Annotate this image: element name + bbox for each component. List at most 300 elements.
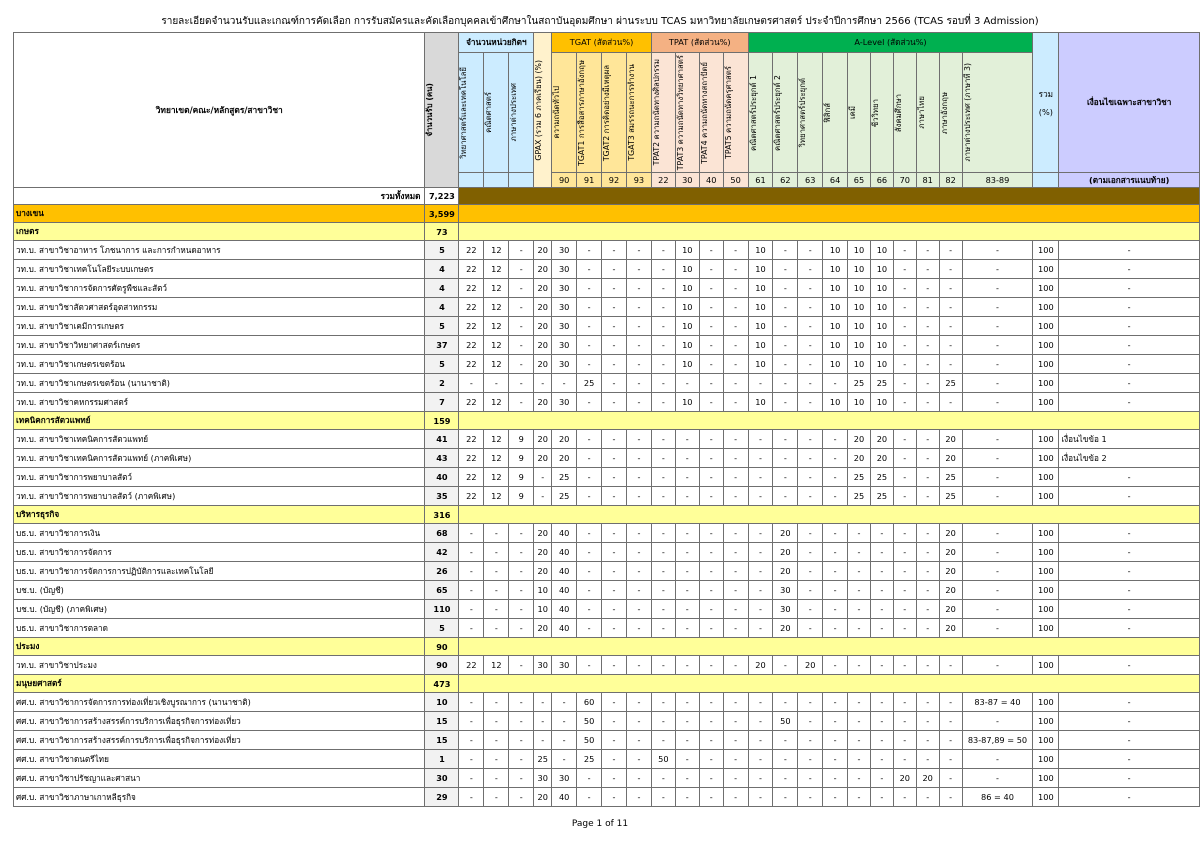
criteria-cell: - — [773, 336, 798, 355]
table-row — [14, 260, 1200, 279]
criteria-cell: 60 — [577, 693, 602, 712]
criteria-cell: - — [798, 524, 823, 543]
criteria-cell: - — [916, 656, 939, 675]
code-cell: 81 — [916, 173, 939, 188]
tpat2-header: TPAT2 ความถนัดทางศิลปกรรม — [651, 53, 675, 173]
criteria-cell: 20 — [939, 449, 962, 468]
seat-count: 26 — [425, 562, 459, 581]
campus-name: บางเขน — [14, 205, 425, 223]
seats-column-header: จำนวนรับ (คน) — [425, 33, 459, 188]
table-row — [14, 374, 1200, 393]
criteria-cell: - — [748, 524, 773, 543]
criteria-cell: - — [699, 355, 723, 374]
criteria-cell: - — [602, 656, 627, 675]
condition-cell: - — [1059, 750, 1200, 769]
table-row — [14, 336, 1200, 355]
criteria-cell: - — [651, 656, 675, 675]
criteria-cell: 50 — [773, 712, 798, 731]
criteria-cell: - — [699, 581, 723, 600]
code-cell: 50 — [723, 173, 748, 188]
criteria-cell: 20 — [848, 449, 871, 468]
criteria-cell: - — [577, 260, 602, 279]
condition-cell: - — [1059, 487, 1200, 506]
criteria-cell: - — [699, 298, 723, 317]
criteria-cell: - — [651, 317, 675, 336]
criteria-cell: - — [626, 581, 651, 600]
table-row — [14, 543, 1200, 562]
criteria-cell: 20 — [916, 769, 939, 788]
criteria-cell: 30 — [552, 336, 577, 355]
criteria-cell: 40 — [552, 562, 577, 581]
criteria-cell: - — [916, 468, 939, 487]
criteria-cell: - — [870, 788, 893, 807]
criteria-cell: 12 — [484, 260, 509, 279]
criteria-cell: 100 — [1033, 468, 1059, 487]
criteria-cell: 10 — [675, 336, 699, 355]
admission-criteria-table — [13, 32, 1200, 807]
criteria-cell: - — [651, 731, 675, 750]
criteria-cell: - — [962, 260, 1033, 279]
criteria-cell: - — [602, 712, 627, 731]
criteria-cell: - — [916, 279, 939, 298]
criteria-cell: - — [893, 656, 916, 675]
alevel-math2-header: คณิตศาสตร์ประยุกต์ 2 — [773, 53, 798, 173]
criteria-cell: - — [651, 619, 675, 638]
criteria-cell: - — [893, 750, 916, 769]
criteria-cell: - — [459, 769, 484, 788]
criteria-cell: - — [823, 543, 848, 562]
criteria-cell: 10 — [748, 393, 773, 412]
criteria-cell: - — [651, 543, 675, 562]
condition-cell: - — [1059, 712, 1200, 731]
criteria-cell: 10 — [823, 355, 848, 374]
criteria-cell: 20 — [534, 449, 552, 468]
criteria-cell: - — [484, 581, 509, 600]
criteria-cell: - — [893, 393, 916, 412]
criteria-cell: - — [870, 656, 893, 675]
criteria-cell: - — [823, 487, 848, 506]
alevel-thai-header: ภาษาไทย — [916, 53, 939, 173]
criteria-cell: - — [577, 619, 602, 638]
criteria-cell: 25 — [577, 750, 602, 769]
criteria-cell: - — [823, 788, 848, 807]
criteria-cell: - — [723, 656, 748, 675]
criteria-cell: - — [823, 581, 848, 600]
criteria-cell: 100 — [1033, 788, 1059, 807]
criteria-cell: - — [916, 750, 939, 769]
criteria-cell: - — [939, 241, 962, 260]
criteria-cell: - — [916, 712, 939, 731]
criteria-cell: 22 — [459, 260, 484, 279]
criteria-cell: 20 — [534, 336, 552, 355]
criteria-cell: - — [509, 355, 534, 374]
criteria-cell: 83-87 = 40 — [962, 693, 1033, 712]
criteria-cell: 20 — [534, 241, 552, 260]
tgat3-header: TGAT3 สมรรถนะการทำงาน — [626, 53, 651, 173]
criteria-cell: - — [699, 449, 723, 468]
table-row — [14, 393, 1200, 412]
criteria-cell: 9 — [509, 449, 534, 468]
criteria-cell: 20 — [534, 619, 552, 638]
criteria-cell: - — [626, 562, 651, 581]
criteria-cell: - — [870, 581, 893, 600]
criteria-cell: 20 — [534, 260, 552, 279]
criteria-cell: - — [848, 712, 871, 731]
criteria-cell: 25 — [939, 468, 962, 487]
criteria-cell: - — [870, 769, 893, 788]
criteria-cell: 100 — [1033, 656, 1059, 675]
criteria-cell: - — [723, 374, 748, 393]
criteria-cell: - — [509, 374, 534, 393]
criteria-cell: 100 — [1033, 487, 1059, 506]
criteria-cell: 20 — [534, 279, 552, 298]
criteria-cell: - — [651, 279, 675, 298]
criteria-cell: - — [651, 712, 675, 731]
seat-count: 42 — [425, 543, 459, 562]
criteria-cell: 10 — [870, 317, 893, 336]
campus-seats: 3,599 — [425, 205, 459, 223]
criteria-cell: - — [509, 298, 534, 317]
criteria-cell: - — [509, 600, 534, 619]
criteria-cell: - — [675, 600, 699, 619]
table-row — [14, 241, 1200, 260]
criteria-cell: - — [626, 712, 651, 731]
criteria-cell: - — [823, 562, 848, 581]
criteria-cell: - — [823, 750, 848, 769]
criteria-cell: - — [962, 524, 1033, 543]
criteria-cell: - — [939, 317, 962, 336]
condition-cell: - — [1059, 260, 1200, 279]
criteria-cell: - — [651, 336, 675, 355]
criteria-cell: - — [823, 468, 848, 487]
tgat-group-header: TGAT (สัดส่วน%) — [552, 33, 652, 53]
criteria-cell: - — [602, 279, 627, 298]
seat-count: 15 — [425, 731, 459, 750]
code-cell: 64 — [823, 173, 848, 188]
criteria-cell: - — [893, 355, 916, 374]
faculty-name: เกษตร — [14, 223, 425, 241]
alevel-group-header: A-Level (สัดส่วน%) — [748, 33, 1033, 53]
criteria-cell: 20 — [534, 393, 552, 412]
program-column-header: วิทยาเขต/คณะ/หลักสูตร/สาขาวิชา — [14, 33, 425, 188]
criteria-cell: - — [939, 393, 962, 412]
criteria-cell: - — [916, 487, 939, 506]
criteria-cell: 25 — [848, 487, 871, 506]
criteria-cell: - — [675, 750, 699, 769]
criteria-cell: 10 — [823, 393, 848, 412]
condition-cell: - — [1059, 581, 1200, 600]
criteria-cell: - — [509, 656, 534, 675]
criteria-cell: - — [962, 449, 1033, 468]
criteria-cell: - — [773, 693, 798, 712]
criteria-cell: - — [577, 430, 602, 449]
program-name: ศศ.บ. สาขาวิชาการจัดการการท่องเที่ยวเชิงบูรณาการ (นานาชาติ) — [14, 693, 425, 712]
criteria-cell: 12 — [484, 355, 509, 374]
seat-count: 90 — [425, 656, 459, 675]
criteria-cell: - — [723, 731, 748, 750]
alevel-chem-header: เคมี — [848, 53, 871, 173]
criteria-cell: - — [748, 769, 773, 788]
criteria-cell: 12 — [484, 298, 509, 317]
criteria-cell: - — [675, 487, 699, 506]
criteria-cell: - — [699, 600, 723, 619]
criteria-cell: - — [651, 600, 675, 619]
criteria-cell: - — [723, 562, 748, 581]
criteria-cell: 12 — [484, 393, 509, 412]
program-name: ศศ.บ. สาขาวิชาการสร้างสรรค์การบริการเพื่อธุรกิจการท่องเที่ยว — [14, 712, 425, 731]
criteria-cell: - — [723, 788, 748, 807]
criteria-cell: - — [848, 581, 871, 600]
criteria-cell: 10 — [534, 600, 552, 619]
criteria-cell: - — [602, 543, 627, 562]
criteria-cell: - — [577, 562, 602, 581]
criteria-cell: - — [893, 317, 916, 336]
page-footer: Page 1 of 11 — [571, 819, 629, 829]
criteria-cell: - — [626, 524, 651, 543]
sum-unit: (%) — [1038, 107, 1053, 118]
criteria-cell: - — [773, 279, 798, 298]
criteria-cell: - — [459, 619, 484, 638]
alevel-appsci-header: วิทยาศาสตร์ประยุกต์ — [798, 53, 823, 173]
faculty-fill — [459, 506, 1200, 524]
criteria-cell: 10 — [848, 241, 871, 260]
criteria-cell: - — [798, 693, 823, 712]
criteria-cell: - — [723, 693, 748, 712]
criteria-cell: - — [602, 619, 627, 638]
program-name: วท.บ. สาขาวิชาเคมีการเกษตร — [14, 317, 425, 336]
criteria-cell: - — [823, 524, 848, 543]
faculty-seats: 316 — [425, 506, 459, 524]
criteria-cell: 100 — [1033, 336, 1059, 355]
criteria-cell: - — [962, 317, 1033, 336]
criteria-cell: - — [939, 693, 962, 712]
criteria-cell: 30 — [773, 581, 798, 600]
criteria-cell: - — [577, 336, 602, 355]
criteria-cell: - — [675, 430, 699, 449]
seat-count: 110 — [425, 600, 459, 619]
criteria-cell: - — [723, 336, 748, 355]
program-name: วท.บ. สาขาวิชาเกษตรเขตร้อน (นานาชาติ) — [14, 374, 425, 393]
criteria-cell: - — [626, 600, 651, 619]
criteria-cell: - — [699, 374, 723, 393]
criteria-cell: - — [626, 279, 651, 298]
faculty-name: เทคนิคการสัตวแพทย์ — [14, 412, 425, 430]
condition-cell: - — [1059, 393, 1200, 412]
criteria-cell: 30 — [552, 298, 577, 317]
criteria-cell: 40 — [552, 524, 577, 543]
criteria-cell: 86 = 40 — [962, 788, 1033, 807]
code-cell: 22 — [651, 173, 675, 188]
table-row — [14, 693, 1200, 712]
criteria-cell: - — [916, 562, 939, 581]
seat-count: 4 — [425, 279, 459, 298]
criteria-cell: - — [602, 430, 627, 449]
criteria-cell: - — [962, 769, 1033, 788]
criteria-cell: - — [651, 355, 675, 374]
condition-cell: - — [1059, 374, 1200, 393]
criteria-cell: - — [699, 543, 723, 562]
condition-cell: - — [1059, 731, 1200, 750]
criteria-cell: - — [962, 487, 1033, 506]
criteria-cell: - — [916, 600, 939, 619]
criteria-cell: - — [602, 581, 627, 600]
criteria-cell: - — [675, 731, 699, 750]
unit-group-header: จำนวนหน่วยกิตฯ — [459, 33, 534, 53]
seat-count: 2 — [425, 374, 459, 393]
criteria-cell: - — [823, 600, 848, 619]
criteria-cell: - — [699, 656, 723, 675]
table-row — [14, 619, 1200, 638]
criteria-cell: 10 — [870, 393, 893, 412]
criteria-cell: 10 — [870, 260, 893, 279]
criteria-cell: 10 — [870, 279, 893, 298]
criteria-cell: - — [626, 241, 651, 260]
criteria-cell: - — [723, 317, 748, 336]
criteria-cell: 22 — [459, 317, 484, 336]
program-name: วท.บ. สาขาวิชาคหกรรมศาสตร์ — [14, 393, 425, 412]
criteria-cell: - — [870, 693, 893, 712]
criteria-cell: 25 — [939, 487, 962, 506]
program-name: บธ.บ. สาขาวิชาการจัดการ — [14, 543, 425, 562]
criteria-cell: - — [626, 468, 651, 487]
criteria-cell: - — [577, 449, 602, 468]
criteria-cell: 100 — [1033, 298, 1059, 317]
criteria-cell: - — [509, 693, 534, 712]
seat-count: 4 — [425, 298, 459, 317]
criteria-cell: - — [723, 393, 748, 412]
criteria-cell: - — [773, 731, 798, 750]
criteria-cell: - — [773, 374, 798, 393]
criteria-cell: 20 — [939, 581, 962, 600]
criteria-cell: - — [748, 449, 773, 468]
criteria-cell: - — [484, 543, 509, 562]
criteria-cell: - — [893, 279, 916, 298]
criteria-cell: 20 — [939, 524, 962, 543]
condition-cell: เงื่อนไขข้อ 1 — [1059, 430, 1200, 449]
criteria-cell: - — [509, 562, 534, 581]
criteria-cell: - — [893, 468, 916, 487]
faculty-name: บริหารธุรกิจ — [14, 506, 425, 524]
criteria-cell: - — [577, 487, 602, 506]
faculty-fill — [459, 638, 1200, 656]
criteria-cell: - — [723, 430, 748, 449]
criteria-cell: 10 — [823, 241, 848, 260]
criteria-cell: 40 — [552, 581, 577, 600]
criteria-cell: - — [675, 374, 699, 393]
alevel-eng-header: ภาษาอังกฤษ — [939, 53, 962, 173]
criteria-cell: 20 — [939, 562, 962, 581]
criteria-cell: - — [823, 619, 848, 638]
criteria-cell: - — [602, 769, 627, 788]
faculty-fill — [459, 223, 1200, 241]
criteria-cell: - — [848, 543, 871, 562]
criteria-cell: - — [509, 317, 534, 336]
criteria-cell: - — [534, 712, 552, 731]
condition-column-header: เงื่อนไขเฉพาะสาขาวิชา — [1059, 33, 1200, 173]
criteria-cell: 10 — [748, 317, 773, 336]
alevel-physics-header: ฟิสิกส์ — [823, 53, 848, 173]
criteria-cell: 100 — [1033, 562, 1059, 581]
faculty-seats: 90 — [425, 638, 459, 656]
condition-cell: - — [1059, 524, 1200, 543]
criteria-cell: 22 — [459, 449, 484, 468]
criteria-cell: - — [675, 769, 699, 788]
criteria-cell: - — [651, 430, 675, 449]
criteria-cell: 20 — [773, 562, 798, 581]
criteria-cell: 20 — [748, 656, 773, 675]
code-cell: 66 — [870, 173, 893, 188]
faculty-fill — [459, 675, 1200, 693]
criteria-cell: - — [577, 393, 602, 412]
criteria-cell: - — [699, 317, 723, 336]
criteria-cell: 30 — [552, 317, 577, 336]
criteria-cell: 20 — [939, 600, 962, 619]
criteria-cell: - — [699, 562, 723, 581]
criteria-cell: 10 — [823, 260, 848, 279]
criteria-cell: - — [773, 317, 798, 336]
criteria-cell: - — [962, 750, 1033, 769]
tgat-general-header: ความถนัดทั่วไป — [552, 53, 577, 173]
criteria-cell: 100 — [1033, 524, 1059, 543]
criteria-cell: - — [893, 543, 916, 562]
criteria-cell: - — [675, 619, 699, 638]
criteria-cell: 10 — [848, 260, 871, 279]
program-name: วท.บ. สาขาวิชาเทคนิคการสัตวแพทย์ — [14, 430, 425, 449]
criteria-cell: 22 — [459, 355, 484, 374]
seat-count: 10 — [425, 693, 459, 712]
faculty-seats: 73 — [425, 223, 459, 241]
criteria-cell: 22 — [459, 279, 484, 298]
code-cell: 63 — [798, 173, 823, 188]
criteria-cell: 20 — [534, 543, 552, 562]
criteria-cell: - — [870, 562, 893, 581]
criteria-cell: 12 — [484, 279, 509, 298]
criteria-cell: - — [699, 693, 723, 712]
criteria-cell: - — [748, 788, 773, 807]
condition-cell: - — [1059, 788, 1200, 807]
criteria-cell: - — [939, 788, 962, 807]
criteria-cell: 100 — [1033, 619, 1059, 638]
criteria-cell: - — [748, 731, 773, 750]
criteria-cell: - — [552, 693, 577, 712]
criteria-cell: 10 — [870, 355, 893, 374]
criteria-cell: - — [723, 543, 748, 562]
criteria-cell: - — [723, 487, 748, 506]
criteria-cell: - — [484, 562, 509, 581]
criteria-cell: 12 — [484, 487, 509, 506]
criteria-cell: - — [870, 750, 893, 769]
criteria-cell: - — [870, 731, 893, 750]
program-name: บช.บ. (บัญชี) — [14, 581, 425, 600]
program-name: บธ.บ. สาขาวิชาการจัดการการปฏิบัติการและเทคโนโลยี — [14, 562, 425, 581]
criteria-cell: - — [773, 241, 798, 260]
seat-count: 65 — [425, 581, 459, 600]
criteria-cell: 10 — [675, 298, 699, 317]
criteria-cell: 100 — [1033, 449, 1059, 468]
condition-cell: - — [1059, 298, 1200, 317]
criteria-cell: - — [962, 430, 1033, 449]
criteria-cell: - — [577, 524, 602, 543]
criteria-cell: 9 — [509, 430, 534, 449]
criteria-cell: - — [962, 298, 1033, 317]
criteria-cell: - — [748, 619, 773, 638]
criteria-cell: 20 — [870, 449, 893, 468]
criteria-cell: 12 — [484, 336, 509, 355]
criteria-cell: 25 — [534, 750, 552, 769]
criteria-cell: 100 — [1033, 581, 1059, 600]
criteria-cell: - — [577, 298, 602, 317]
code-cell: 90 — [552, 173, 577, 188]
